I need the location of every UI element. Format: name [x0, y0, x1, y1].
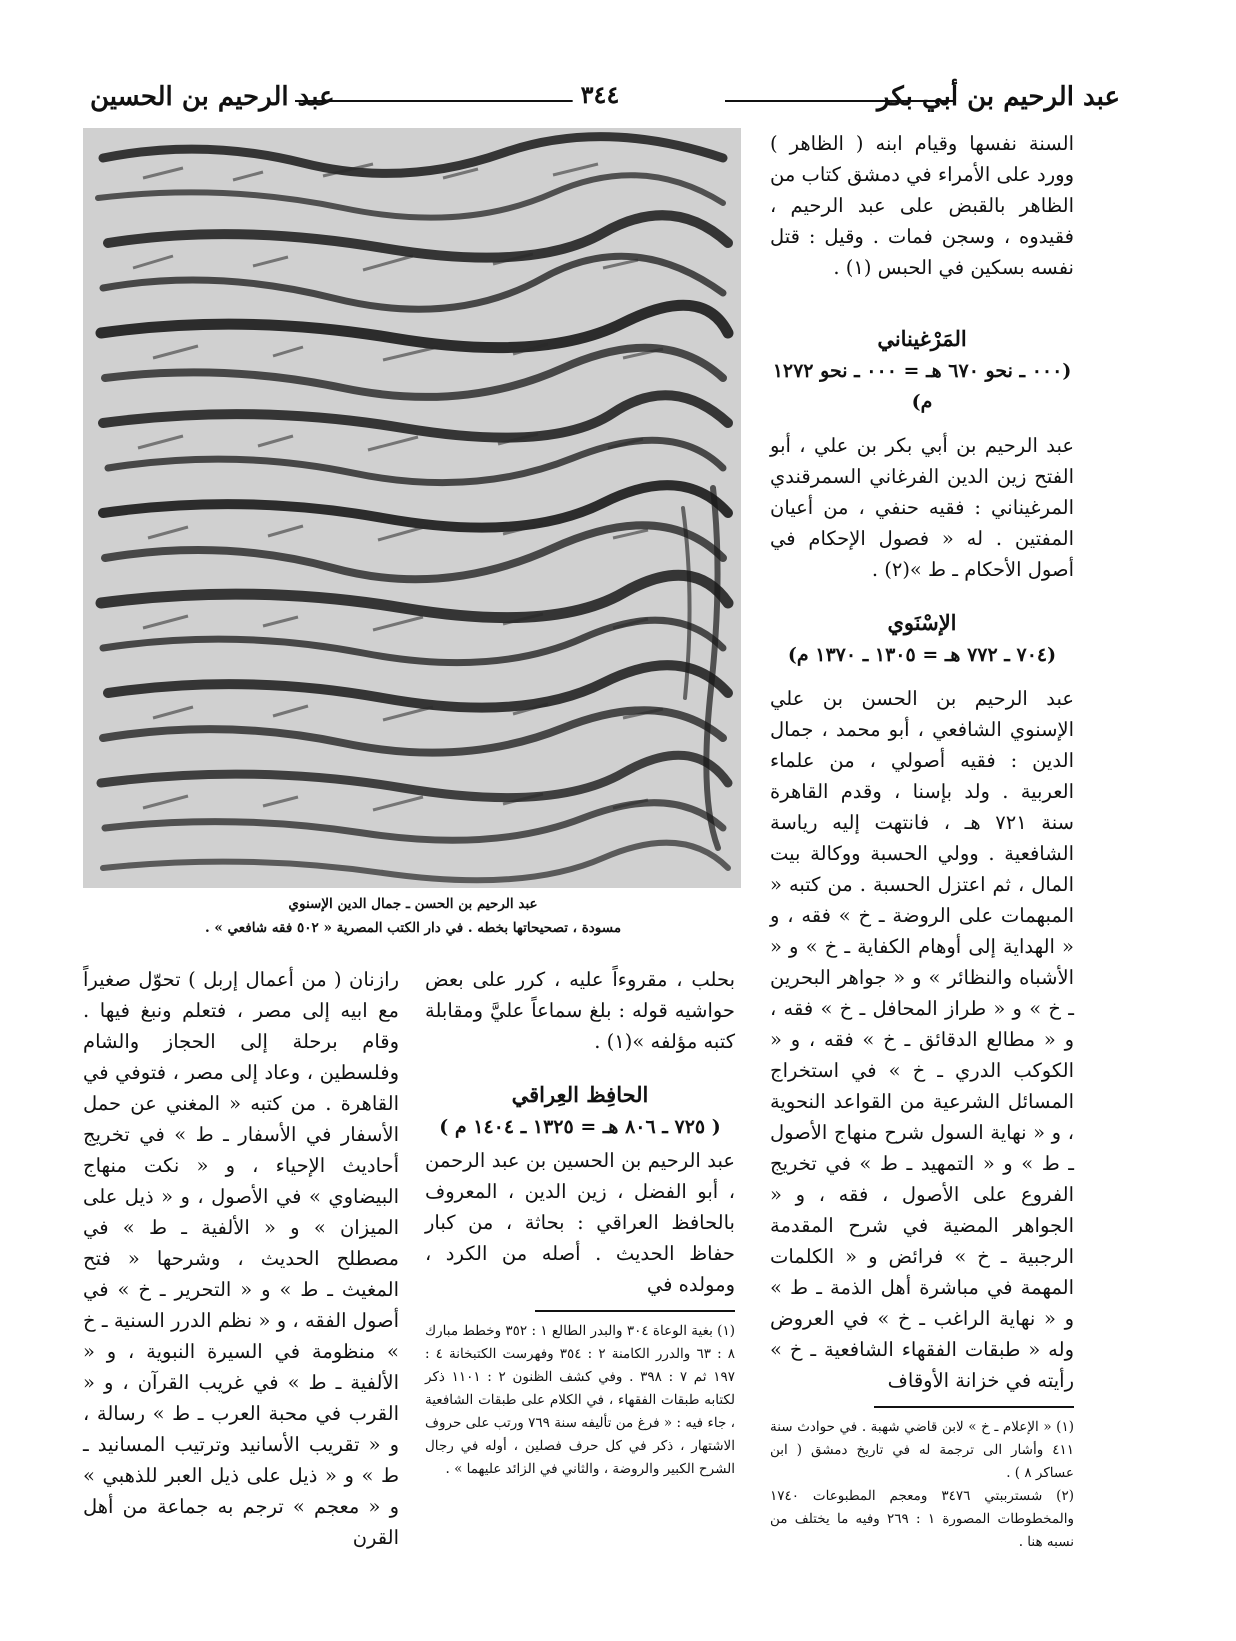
left-column	[83, 964, 399, 1553]
header-left-title: عبد الرحيم بن الحسين	[90, 82, 335, 112]
entry-body-marghinani: عبد الرحيم بن أبي بكر بن علي ، أبو الفتح زين الدين الفرغاني السمرقندي المرغيناني : فقيه حنفي ، من أعيان المفتين . له « فصول الإحكام في أصول الأحكام ـ ط »(٢) .	[770, 434, 1074, 581]
footnote-middle-1: (١) بغية الوعاة ٣٠٤ والبدر الطالع ١ : ٣٥٢ وخطط مبارك ٨ : ٦٣ والدرر الكامنة ٢ : ٣٥٤ وفهرست الكتبخانة ٤ : ١٩٧ ثم ٧ : ٣٩٨ . وفي كشف الظنون ٢ : ١١٠١ ذكر لكتابه طبقات الفقهاء ، في الكلام على طبقات الشافعية ، جاء فيه : « فرغ من تأليفه سنة ٧٦٩ ورتب على حروف الاشتهار ، ذكر في كل حرف فصلين ، أوله في رجال الشرح الكبير والروضة ، والثاني في الزائد عليهما » .	[425, 1323, 736, 1477]
footnote-middle	[425, 1320, 735, 1481]
footnotes-right	[770, 1416, 1074, 1554]
entry-dates-iraqi: ( ٧٢٥ ـ ٨٠٦ هـ = ١٣٢٥ ـ ١٤٠٤ م )	[439, 1116, 721, 1138]
right-column	[770, 128, 1074, 1554]
footnote-2: (٢) شسترببتي ٣٤٧٦ ومعجم المطبوعات ١٧٤٠ والمخطوطات المصورة ١ : ٢٦٩ وفيه ما يختلف من نسبه هنا .	[770, 1488, 1075, 1550]
entry-title-isnawi: الإسْنَوي	[887, 610, 957, 635]
header-right-title: عبد الرحيم بن أبي بكر	[876, 82, 1120, 112]
manuscript-photograph	[83, 128, 741, 888]
middle-continuation: بحلب ، مقروءاً عليه ، كرر على بعض حواشيه قوله : بلغ سماعاً عليَّ ومقابلة كتبه مؤلفه »(١) .	[425, 968, 735, 1053]
middle-column	[425, 964, 735, 1481]
entry-dates-isnawi: (٧٠٤ ـ ٧٧٢ هـ = ١٣٠٥ ـ ١٣٧٠ م)	[787, 644, 1057, 666]
footnote-rule	[874, 1406, 1074, 1408]
manuscript-handwriting-image	[83, 128, 741, 888]
footnote-rule-middle	[535, 1310, 735, 1312]
footnote-1: (١) « الإعلام ـ خ » لابن قاضي شهبة . في حوادث سنة ٤١١ وأشار الى ترجمة له في تاريخ دمشق ( ابن عساكر ٨ ) .	[770, 1419, 1074, 1481]
caption-line-1: عبد الرحيم بن الحسن ـ جمال الدين الإسنوي	[288, 896, 538, 912]
caption-line-2: مسودة ، تصحيحاتها بخطه . في دار الكتب المصرية « ٥٠٢ فقه شافعي » .	[204, 920, 622, 936]
figure-caption	[83, 892, 743, 940]
entry-title-marghinani: المَرْغيناني	[877, 326, 967, 351]
entry-title-iraqi: الحافِظ العِراقي	[511, 1082, 649, 1107]
entry-dates-marghinani: (٠٠٠ ـ نحو ٦٧٠ هـ = ٠٠٠ ـ نحو ١٢٧٢ م)	[772, 360, 1072, 413]
previous-entry-continuation: السنة نفسها وقيام ابنه ( الظاهر ) وورد على الأمراء في دمشق كتاب من الظاهر بالقبض على عبد الرحيم ، فقيدوه ، وسجن فمات . وقيل : قتل نفسه بسكين في الحبس (١) .	[770, 132, 1074, 279]
running-header	[80, 70, 1120, 120]
entry-body-isnawi: عبد الرحيم بن الحسن بن علي الإسنوي الشافعي ، أبو محمد ، جمال الدين : فقيه أصولي ، من علماء العربية . ولد بإسنا ، وقدم القاهرة سنة ٧٢١ هـ ، فانتهت إليه رياسة الشافعية . وولي الحسبة ووكالة بيت المال ، ثم اعتزل الحسبة . من كتبه « المبهمات على الروضة ـ خ » فقه ، و « الهداية إلى أوهام الكفاية ـ خ » و « الأشباه والنظائر » و « جواهر البحرين ـ خ » و « طراز المحافل ـ خ » فقه ، و « مطالع الدقائق ـ خ » فقه ، و « الكوكب الدري ـ خ » في استخراج المسائل الشرعية من القواعد النحوية ، و « نهاية السول شرح منهاج الأصول ـ ط » و « التمهيد ـ ط » في تخريج الفروع على الأصول ، فقه ، و « الجواهر المضية في شرح المقدمة الرجبية ـ خ » فرائض و « الكلمات المهمة في مباشرة أهل الذمة ـ ط » و « نهاية الراغب ـ خ » في العروض وله « طبقات الفقهاء الشافعية ـ خ » رأيته في خزانة الأوقاف	[770, 687, 1074, 1392]
page-number: ٣٤٤	[573, 80, 628, 109]
entry-body-iraqi: عبد الرحيم بن الحسين بن عبد الرحمن ، أبو الفضل ، زين الدين ، المعروف بالحافظ العراقي : بحاثة ، من كبار حفاظ الحديث . أصله من الكرد ، ومولده في	[425, 1149, 735, 1296]
left-column-text: رازنان ( من أعمال إربل ) تحوّل صغيراً مع ابيه إلى مصر ، فتعلم ونبغ فيها . وقام برحلة إلى الحجاز والشام وفلسطين ، وعاد إلى مصر ، فتوفي في القاهرة . من كتبه « المغني عن حمل الأسفار في الأسفار ـ ط » في تخريج أحاديث الإحياء ، و « نكت منهاج البيضاوي » في الأصول ، و « ذيل على الميزان » و « الألفية ـ ط » في مصطلح الحديث ، وشرحها « فتح المغيث ـ ط » و « التحرير ـ خ » في أصول الفقه ، و « نظم الدرر السنية ـ خ » منظومة في السيرة النبوية ، و « الألفية ـ ط » في غريب القرآن ، و « القرب في محبة العرب ـ ط » رسالة ، و « تقريب الأسانيد وترتيب المسانيد ـ ط » و « ذيل على ذيل العبر للذهبي » و « معجم » ترجم به جماعة من أهل القرن	[83, 968, 399, 1549]
